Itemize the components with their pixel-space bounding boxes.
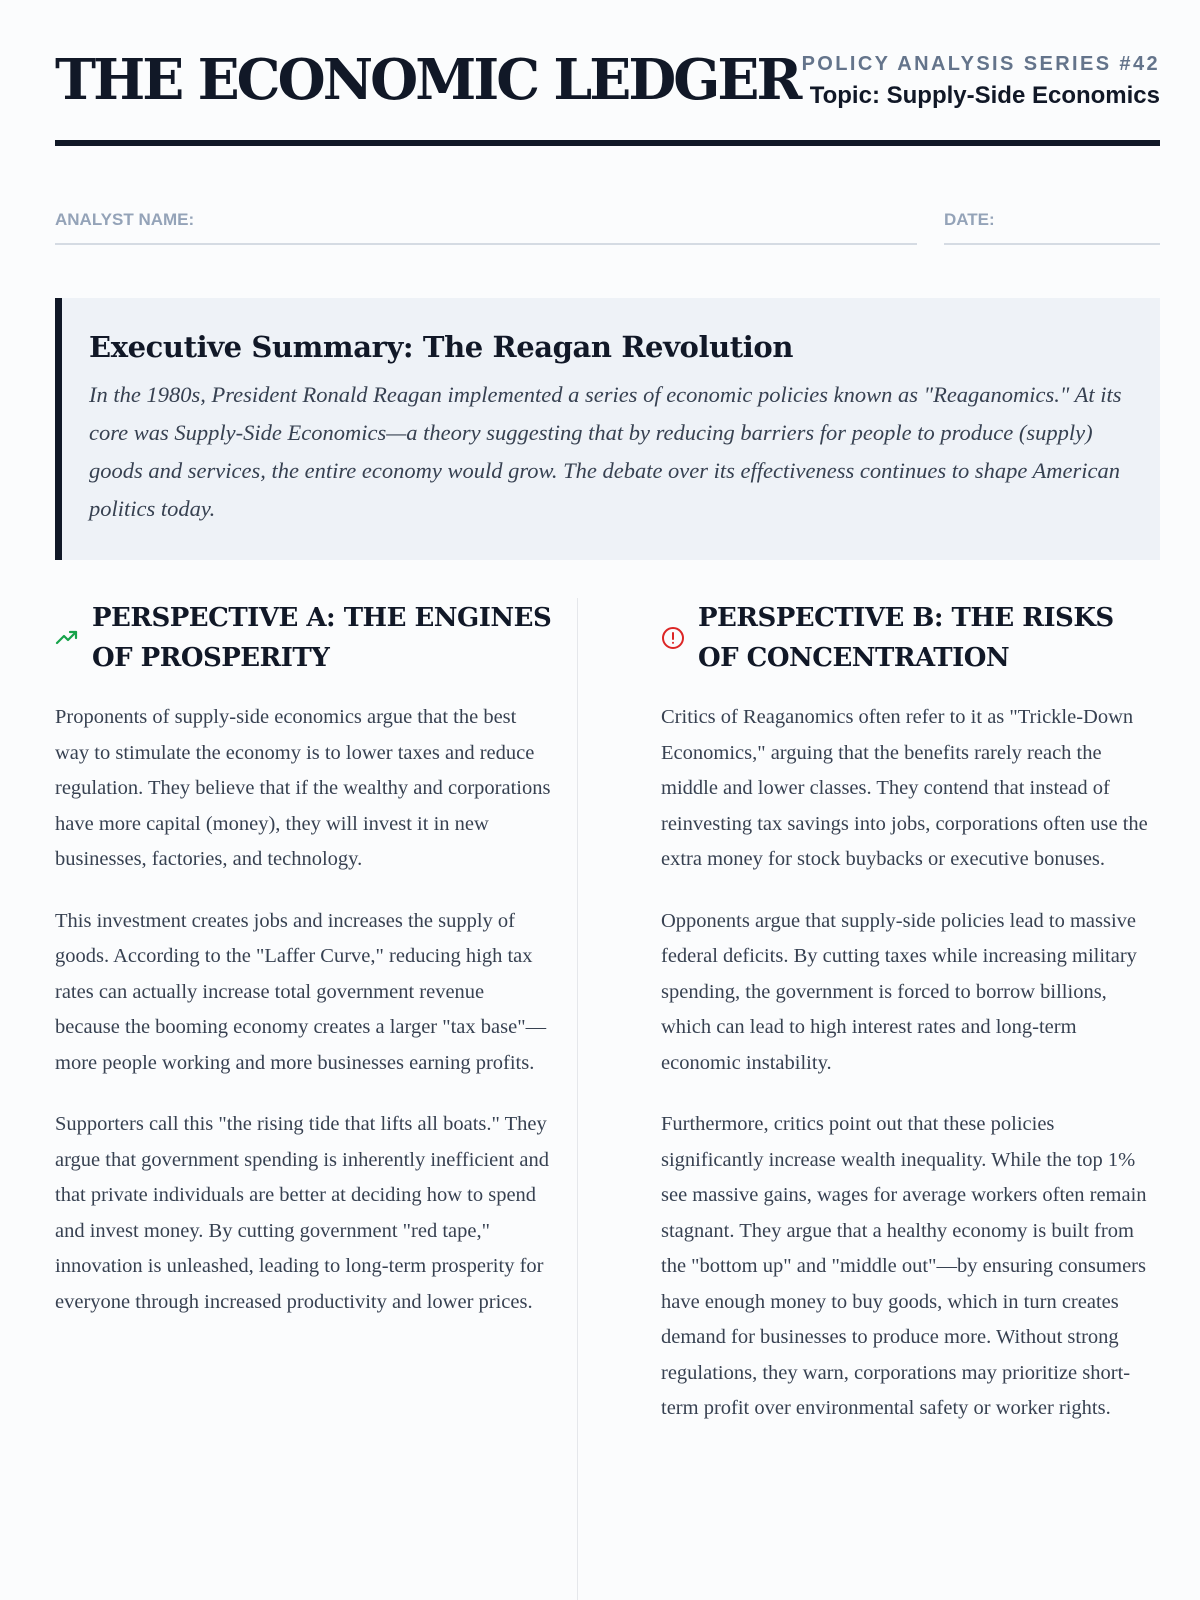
series-topic: Topic: Supply-Side Economics — [809, 82, 1160, 109]
perspective-a-paragraph: Supporters call this "the rising tide that lifts all boats." They argue that government spending is inherently inefficient and that private individuals are better at deciding how to spend and invest money. By cutting government "red tape," innovation is unleashed, leading to long-term prosperity for everyone through increased productivity and lower prices. — [55, 1113, 549, 1313]
trending-up-icon — [55, 626, 79, 650]
masthead-divider — [55, 140, 1160, 146]
perspective-b-paragraph: Critics of Reaganomics often refer to it as "Trickle-Down Economics," arguing that the benefits rarely reach the middle and lower classes. They contend that instead of reinvesting tax savings into jobs, corporations often use the extra money for stock buybacks or executive bonuses. — [661, 706, 1148, 870]
series-info — [802, 54, 1160, 108]
perspective-a-heading-text: PERSPECTIVE A: THE ENGINES OF PROSPERITY — [92, 603, 552, 673]
perspective-b-paragraph: Furthermore, critics point out that these policies significantly increase wealth inequality. While the top 1% see massive gains, wages for average workers often remain stagnant. They argue that a healthy economy is built from the "bottom up" and "middle out"—by ensuring consumers have enough money to buy goods, which in turn creates demand for businesses to produce more. Without strong regulations, they warn, corporations may prioritize short-term profit over environmental safety or worker rights. — [661, 1113, 1147, 1419]
date-field[interactable] — [944, 205, 1160, 245]
perspective-a-paragraph: This investment creates jobs and increases the supply of goods. According to the "Laffer Curve," reducing high tax rates can actually increase total government revenue because the booming economy creates a larger "tax base"—more people working and more businesses earning profits. — [55, 909, 547, 1074]
perspective-a-heading — [55, 598, 552, 678]
series-label: POLICY ANALYSIS SERIES #42 — [801, 53, 1160, 75]
column-divider — [577, 598, 578, 1600]
analyst-name-label: ANALYST NAME: — [55, 210, 195, 229]
perspective-a-paragraph: Proponents of supply-side economics argue that the best way to stimulate the economy is to lower taxes and reduce regulation. They believe that if the wealthy and corporations have more capital (money), they will invest it in new businesses, factories, and technology. — [55, 706, 551, 870]
perspective-a-column — [55, 598, 552, 1346]
summary-title: Executive Summary: The Reagan Revolution — [89, 330, 794, 364]
perspective-b-heading — [661, 598, 1160, 678]
perspective-b-paragraph: Opponents argue that supply-side policies lead to massive federal deficits. By cutting taxes while increasing military spending, the government is forced to borrow billions, which can lead to high interest rates and long-term economic instability. — [661, 909, 1137, 1074]
masthead — [55, 48, 1160, 148]
perspective-b-column — [661, 598, 1160, 1453]
perspective-b-heading-text: PERSPECTIVE B: THE RISKS OF CONCENTRATION — [698, 603, 1114, 673]
alert-circle-icon — [661, 626, 685, 650]
date-label: DATE: — [944, 210, 995, 229]
analyst-name-field[interactable] — [55, 205, 917, 245]
summary-body: In the 1980s, President Ronald Reagan implemented a series of economic policies known as "Reaganomics." At its core was Supply-Side Economics—a theory suggesting that by reducing barriers for people to produce (supply) goods and services, the entire economy would grow. The debate over its effectiveness continues to shape American politics today. — [89, 381, 1122, 521]
executive-summary — [55, 298, 1160, 560]
publication-title: THE ECONOMIC LEDGER — [55, 47, 800, 113]
worksheet-page — [55, 0, 1160, 1600]
